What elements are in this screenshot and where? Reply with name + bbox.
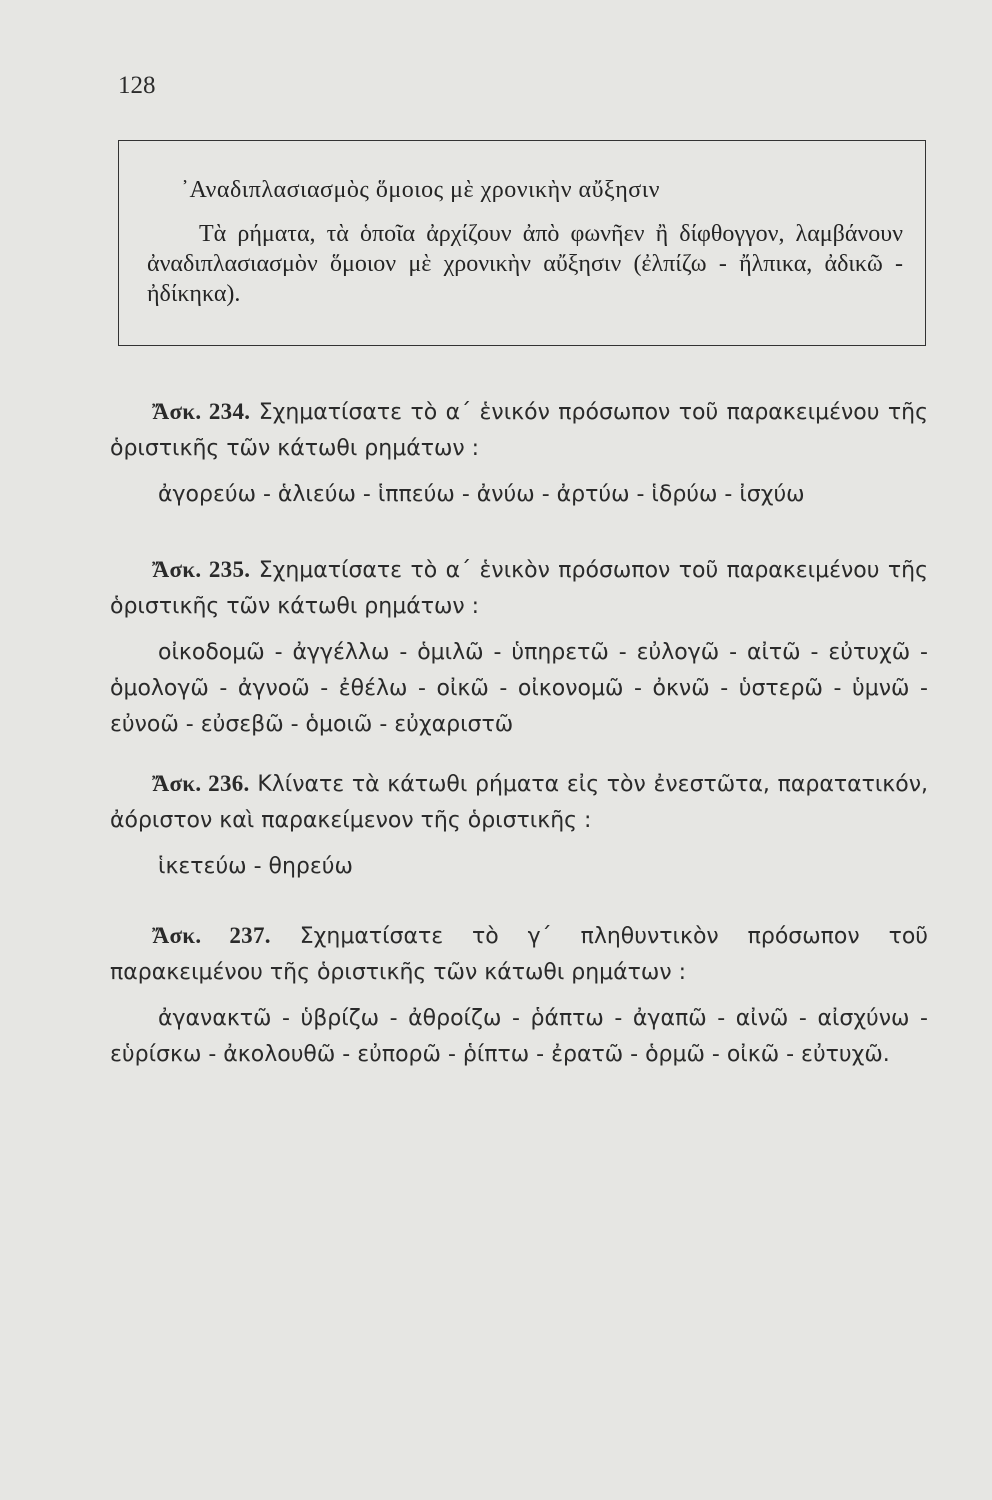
exercise-prompt [110,552,928,625]
exercise-word-list: ἀγανακτῶ - ὑβρίζω - ἀθροίζω - ῥάπτω - ἀγαπῶ - αἰνῶ - αἰσχύνω - εὑρίσκω - ἀκολουθῶ - εὐπορῶ - ῥίπτω - ἐρατῶ - ὁρμῶ - οἰκῶ - εὐτυχῶ. [110,1006,928,1067]
exercise-label: Ἄσκ. 237. [152,923,271,948]
exercise-label: Ἄσκ. 234. [152,399,251,424]
exercise-prompt [110,766,928,839]
page-number: 128 [118,72,156,99]
exercise-label: Ἄσκ. 236. [152,771,250,796]
exercise-label: Ἄσκ. 235. [152,557,251,582]
rule-body: Τὰ ρήματα, τὰ ὁποῖα ἀρχίζουν ἀπὸ φωνῆεν ἢ δίφθογγον, λαμβάνουν ἀναδιπλασιασμὸν ὅμοιον μὲ χρονικὴν αὔξησιν (ἐλπίζω - ἤλπικα, ἀδικῶ - ἠδίκηκα). [147,221,903,307]
grammar-rule-box [118,140,926,346]
rule-title: ᾿Αναδιπλασιασμὸς ὅμοιος μὲ χρονικὴν αὔξησιν [181,177,660,203]
exercise-instruction: Σχηματίσατε τὸ α΄ ἑνικὸν πρόσωπον τοῦ παρακειμένου τῆς ὁριστικῆς τῶν κάτωθι ρημάτων : [110,558,928,619]
exercise-instruction: Σχηματίσατε τὸ γ΄ πληθυντικὸν πρόσωπον τοῦ παρακειμένου τῆς ὁριστικῆς τῶν κάτωθι ρημάτων : [110,924,929,985]
exercise-235 [110,552,928,743]
exercise-prompt [110,394,928,467]
exercise-word-list: ἱκετεύω - θηρεύω [158,854,353,879]
exercise-instruction: Κλίνατε τὰ κάτωθι ρήματα εἰς τὸν ἐνεστῶτα, παρατατικόν, ἀόριστον καὶ παρακείμενον τῆς ὁριστικῆς : [110,772,928,833]
exercise-234 [110,394,928,513]
exercise-instruction: Σχηματίσατε τὸ α΄ ἑνικόν πρόσωπον τοῦ παρακειμένου τῆς ὁριστικῆς τῶν κάτωθι ρημάτων : [110,400,928,461]
exercise-word-list: οἰκοδομῶ - ἀγγέλλω - ὁμιλῶ - ὑπηρετῶ - εὐλογῶ - αἰτῶ - εὐτυχῶ - ὁμολογῶ - ἀγνοῶ - ἐθέλω - οἰκῶ - οἰκονομῶ - ὀκνῶ - ὑστερῶ - ὑμνῶ - εὐνοῶ - εὐσεβῶ - ὁμοιῶ - εὐχαριστῶ [110,640,928,737]
exercise-237 [110,918,928,1073]
exercise-prompt [110,918,928,991]
exercise-word-list: ἀγορεύω - ἁλιεύω - ἱππεύω - ἀνύω - ἀρτύω - ἱδρύω - ἰσχύω [158,482,805,507]
exercise-236 [110,766,928,885]
